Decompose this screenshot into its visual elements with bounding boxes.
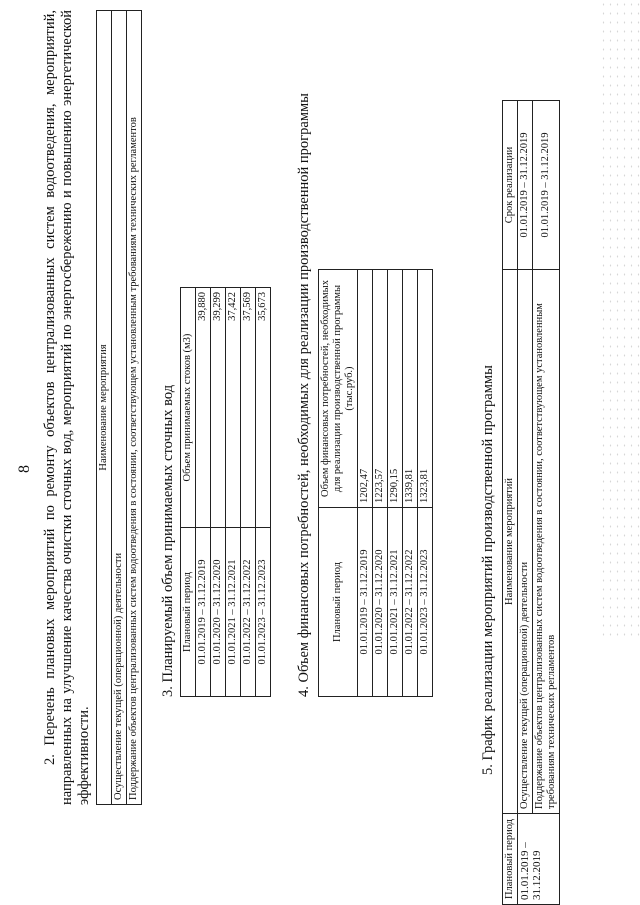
table-row-value: 1290,15 bbox=[388, 270, 403, 508]
table-row-value: 39,880 bbox=[196, 288, 211, 528]
table-row-period: 01.01.2023 – 31.12.2023 bbox=[418, 508, 433, 697]
table-row-period: 01.01.2019 – 31.12.2019 bbox=[196, 528, 211, 697]
page-number: 8 bbox=[16, 465, 33, 473]
table-row-value: 1323,81 bbox=[418, 270, 433, 508]
section2-row: Осуществление текущей (операционной) деятельности bbox=[112, 11, 127, 805]
section2-table bbox=[96, 10, 142, 805]
table-row-term: 01.01.2019 – 31.12.2019 bbox=[533, 101, 560, 270]
section5-title: 5. График реализации мероприятий производственной программы bbox=[480, 365, 496, 775]
table-row-period: 01.01.2023 – 31.12.2023 bbox=[256, 528, 271, 697]
table-row-name: Осуществление текущей (операционной) деятельности bbox=[518, 270, 533, 814]
table-row-value: 1202,47 bbox=[358, 270, 373, 508]
section5-header-term: Срок реализации bbox=[503, 101, 518, 270]
table-row-value: 37,422 bbox=[226, 288, 241, 528]
table-row-period: 01.01.2021 – 31.12.2021 bbox=[226, 528, 241, 697]
section5-table bbox=[502, 100, 560, 905]
section4-header-amount: Объем финансовых потребностей, необходимых для реализации производственной программы (тыс.руб.) bbox=[319, 270, 358, 508]
section2-row: Поддержание объектов централизованных систем водоотведения в состоянии, соответствующем установленным требованиям технических регламентов bbox=[127, 11, 142, 805]
table-row-period: 01.01.2022 – 31.12.2022 bbox=[241, 528, 256, 697]
section3-header-period: Плановый период bbox=[181, 528, 196, 697]
section2-title: 2. Перечень плановых мероприятий по ремонту объектов централизованных систем водоотведения, мероприятий, направленных на улучшение качества очистки сточных вод, мероприятий по энергосбережению и повышению энергетической эффективности. bbox=[42, 10, 92, 805]
scan-noise bbox=[600, 0, 640, 640]
table-row-term: 01.01.2019 – 31.12.2019 bbox=[518, 101, 533, 270]
table-row-value: 39,299 bbox=[211, 288, 226, 528]
section2-header: Наименование мероприятия bbox=[97, 11, 112, 805]
section4-table bbox=[318, 269, 433, 697]
table-row-value: 1339,81 bbox=[403, 270, 418, 508]
section5-header-name: Наименование мероприятий bbox=[503, 270, 518, 814]
section5-header-period: Плановый период bbox=[503, 814, 518, 905]
section3-table bbox=[180, 287, 271, 697]
table-row-name: Поддержание объектов централизованных систем водоотведения в состоянии, соответствующем установленным требованиям технических регламентов bbox=[533, 270, 560, 814]
table-row-value: 37,569 bbox=[241, 288, 256, 528]
table-row-period: 01.01.2021 – 31.12.2021 bbox=[388, 508, 403, 697]
section4-header-period: Плановый период bbox=[319, 508, 358, 697]
table-row-period: 01.01.2020 – 31.12.2020 bbox=[211, 528, 226, 697]
table-row-period: 01.01.2022 – 31.12.2022 bbox=[403, 508, 418, 697]
section3-header-volume: Объем принимаемых стоков (м3) bbox=[181, 288, 196, 528]
section3-title: 3. Планируемый объем принимаемых сточных вод bbox=[160, 384, 176, 697]
section5-period: 01.01.2019 – 31.12.2019 bbox=[518, 814, 560, 905]
table-row-value: 35,673 bbox=[256, 288, 271, 528]
section4-title: 4. Объем финансовых потребностей, необходимых для реализации производственной программы bbox=[296, 93, 312, 697]
table-row-value: 1223,57 bbox=[373, 270, 388, 508]
table-row-period: 01.01.2020 – 31.12.2020 bbox=[373, 508, 388, 697]
table-row-period: 01.01.2019 – 31.12.2019 bbox=[358, 508, 373, 697]
